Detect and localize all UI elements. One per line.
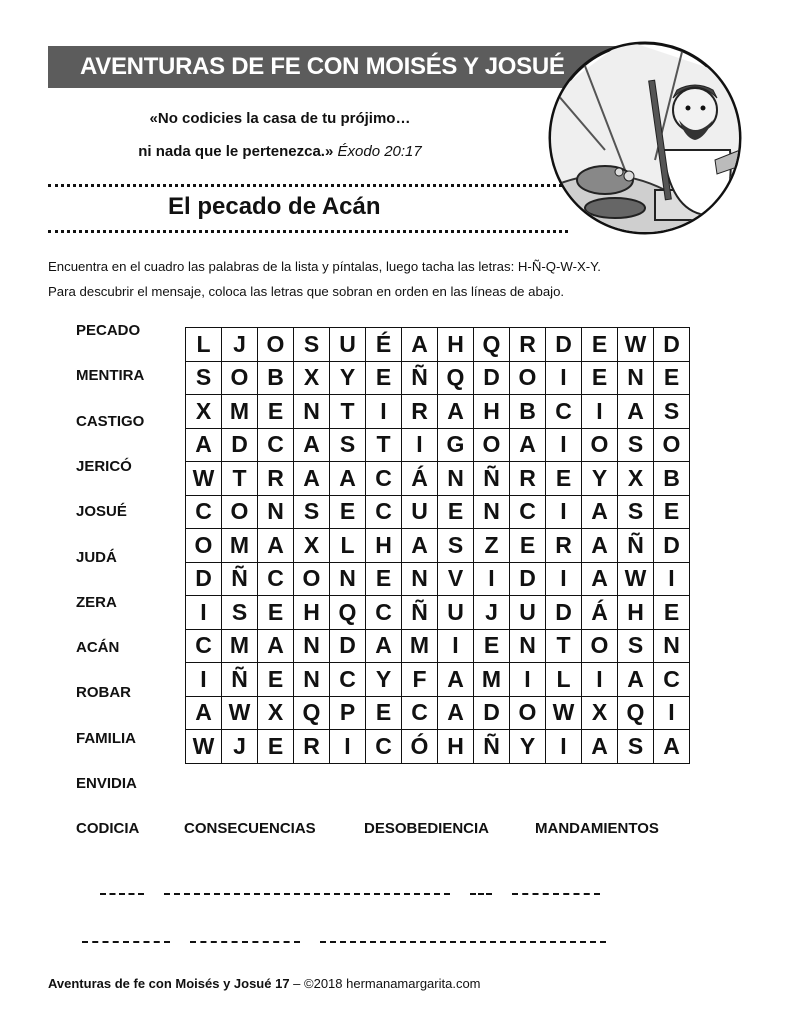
grid-cell[interactable]: P (330, 697, 366, 731)
grid-cell[interactable]: I (186, 596, 222, 630)
grid-cell[interactable]: E (474, 630, 510, 664)
word-list-item: FAMILIA (76, 729, 136, 747)
grid-cell[interactable]: D (546, 596, 582, 630)
grid-cell[interactable]: H (474, 395, 510, 429)
grid-cell[interactable]: L (546, 663, 582, 697)
grid-cell[interactable]: C (366, 496, 402, 530)
quote-reference: Éxodo 20:17 (337, 143, 422, 160)
footer-book-title: Aventuras de fe con Moisés y Josué 17 (48, 976, 290, 991)
grid-cell[interactable]: E (654, 496, 690, 530)
grid-cell[interactable]: D (330, 630, 366, 664)
grid-cell[interactable]: N (438, 462, 474, 496)
grid-cell[interactable]: O (510, 697, 546, 731)
grid-cell[interactable]: I (546, 496, 582, 530)
grid-cell[interactable]: X (294, 362, 330, 396)
grid-cell[interactable]: S (618, 429, 654, 463)
word-list-item: ACÁN (76, 639, 120, 657)
grid-cell[interactable]: N (654, 630, 690, 664)
grid-cell[interactable]: Q (294, 697, 330, 731)
grid-cell[interactable]: S (618, 730, 654, 764)
grid-cell[interactable]: D (654, 529, 690, 563)
grid-cell[interactable]: N (474, 496, 510, 530)
grid-cell[interactable]: A (438, 663, 474, 697)
grid-cell[interactable]: H (438, 730, 474, 764)
word-list-item: CASTIGO (76, 412, 145, 430)
grid-cell[interactable]: N (510, 630, 546, 664)
bible-quote-line-1 (0, 110, 560, 127)
grid-cell[interactable]: H (618, 596, 654, 630)
grid-cell[interactable]: W (618, 563, 654, 597)
grid-cell[interactable]: R (510, 462, 546, 496)
grid-cell[interactable]: D (510, 563, 546, 597)
bible-quote-line-2 (0, 143, 560, 160)
grid-cell[interactable]: E (438, 496, 474, 530)
grid-cell[interactable]: N (402, 563, 438, 597)
grid-cell[interactable]: I (654, 563, 690, 597)
word-list-item: JOSUÉ (76, 503, 127, 521)
grid-cell[interactable]: I (510, 663, 546, 697)
grid-cell[interactable]: Y (366, 663, 402, 697)
grid-cell[interactable]: J (474, 596, 510, 630)
grid-cell[interactable]: D (546, 328, 582, 362)
grid-cell[interactable]: S (654, 395, 690, 429)
grid-cell[interactable]: Z (474, 529, 510, 563)
grid-cell[interactable]: X (186, 395, 222, 429)
grid-cell[interactable]: O (654, 429, 690, 463)
grid-cell[interactable]: Q (474, 328, 510, 362)
grid-cell[interactable]: R (294, 730, 330, 764)
answer-blank[interactable] (164, 893, 450, 895)
grid-cell[interactable]: S (222, 596, 258, 630)
grid-cell[interactable]: S (186, 362, 222, 396)
word-list-item: JUDÁ (76, 548, 117, 566)
grid-cell[interactable]: Á (582, 596, 618, 630)
grid-cell[interactable]: Á (402, 462, 438, 496)
grid-cell[interactable]: F (402, 663, 438, 697)
grid-cell[interactable]: Y (582, 462, 618, 496)
grid-cell[interactable]: C (186, 630, 222, 664)
grid-cell[interactable]: X (294, 529, 330, 563)
grid-cell[interactable]: D (474, 362, 510, 396)
word-list-item: DESOBEDIENCIA (364, 820, 490, 837)
grid-cell[interactable]: O (474, 429, 510, 463)
grid-cell[interactable]: I (474, 563, 510, 597)
grid-cell[interactable]: O (186, 529, 222, 563)
grid-cell[interactable]: O (510, 362, 546, 396)
grid-cell[interactable]: I (546, 362, 582, 396)
grid-cell[interactable]: E (510, 529, 546, 563)
grid-cell[interactable]: X (618, 462, 654, 496)
grid-cell[interactable]: Q (330, 596, 366, 630)
grid-cell[interactable]: B (654, 462, 690, 496)
grid-cell[interactable]: Ñ (222, 563, 258, 597)
grid-cell[interactable]: Y (510, 730, 546, 764)
grid-cell[interactable]: U (438, 596, 474, 630)
grid-cell[interactable]: T (546, 630, 582, 664)
grid-cell[interactable]: E (582, 362, 618, 396)
grid-cell[interactable]: O (582, 429, 618, 463)
grid-cell[interactable]: Q (438, 362, 474, 396)
page-footer (48, 976, 481, 991)
grid-cell[interactable]: G (438, 429, 474, 463)
answer-blank[interactable] (512, 893, 600, 895)
lesson-title: El pecado de Acán (168, 193, 381, 220)
grid-cell[interactable]: E (258, 596, 294, 630)
grid-cell[interactable]: O (294, 563, 330, 597)
grid-cell[interactable]: A (582, 496, 618, 530)
grid-cell[interactable]: X (582, 697, 618, 731)
grid-cell[interactable]: Q (618, 697, 654, 731)
grid-cell[interactable]: A (186, 429, 222, 463)
grid-cell[interactable]: D (654, 328, 690, 362)
grid-cell[interactable]: M (402, 630, 438, 664)
grid-cell[interactable]: H (438, 328, 474, 362)
grid-cell[interactable]: J (222, 730, 258, 764)
grid-cell[interactable]: O (222, 496, 258, 530)
grid-cell[interactable]: Ñ (402, 362, 438, 396)
grid-cell[interactable]: I (546, 429, 582, 463)
grid-cell[interactable]: L (330, 529, 366, 563)
word-list-item: JERICÓ (76, 457, 132, 475)
grid-cell[interactable]: V (438, 563, 474, 597)
grid-cell[interactable]: Y (330, 362, 366, 396)
grid-cell[interactable]: E (258, 730, 294, 764)
grid-cell[interactable]: I (546, 730, 582, 764)
grid-cell[interactable]: C (510, 496, 546, 530)
word-list-item: MANDAMIENTOS (535, 820, 659, 837)
grid-cell[interactable]: M (222, 529, 258, 563)
grid-cell[interactable]: R (546, 529, 582, 563)
grid-cell[interactable]: E (546, 462, 582, 496)
grid-cell[interactable]: A (402, 529, 438, 563)
grid-cell[interactable]: A (438, 395, 474, 429)
grid-cell[interactable]: I (186, 663, 222, 697)
grid-cell[interactable]: E (582, 328, 618, 362)
dotted-divider-top (48, 184, 568, 187)
grid-cell[interactable]: A (186, 697, 222, 731)
grid-cell[interactable]: O (582, 630, 618, 664)
grid-cell[interactable]: E (366, 362, 402, 396)
grid-cell[interactable]: I (438, 630, 474, 664)
grid-cell[interactable]: C (330, 663, 366, 697)
grid-cell[interactable]: W (618, 328, 654, 362)
grid-cell[interactable]: W (546, 697, 582, 731)
grid-cell[interactable]: S (438, 529, 474, 563)
grid-cell[interactable]: I (654, 697, 690, 731)
grid-cell[interactable]: C (654, 663, 690, 697)
instructions-line-1: Encuentra en el cuadro las palabras de la lista y píntalas, luego tacha las letras: H-Ñ-Q-W-X-Y. (48, 259, 601, 274)
grid-cell[interactable]: A (258, 529, 294, 563)
grid-cell[interactable]: S (294, 496, 330, 530)
grid-cell[interactable]: Ñ (474, 462, 510, 496)
grid-cell[interactable]: A (258, 630, 294, 664)
grid-cell[interactable]: Ó (402, 730, 438, 764)
grid-cell[interactable]: C (546, 395, 582, 429)
grid-cell[interactable]: X (258, 697, 294, 731)
word-list-item: PECADO (76, 322, 141, 339)
grid-cell[interactable]: Ñ (474, 730, 510, 764)
grid-cell[interactable]: O (222, 362, 258, 396)
grid-cell[interactable]: J (222, 328, 258, 362)
grid-cell[interactable]: R (510, 328, 546, 362)
answer-blank[interactable] (190, 941, 300, 943)
grid-cell[interactable]: W (186, 462, 222, 496)
grid-cell[interactable]: N (294, 663, 330, 697)
acan-hiding-treasure-illustration (545, 40, 745, 236)
grid-cell[interactable]: I (366, 395, 402, 429)
grid-cell[interactable]: S (330, 429, 366, 463)
grid-cell[interactable]: A (438, 697, 474, 731)
grid-cell[interactable]: L (186, 328, 222, 362)
grid-cell[interactable]: S (618, 630, 654, 664)
grid-cell[interactable]: N (258, 496, 294, 530)
footer-copyright: – ©2018 hermanamargarita.com (289, 976, 481, 991)
grid-cell[interactable]: I (330, 730, 366, 764)
grid-cell[interactable]: R (402, 395, 438, 429)
grid-cell[interactable]: I (546, 563, 582, 597)
quote-text-1: «No codicies la casa de tu prójimo… (149, 110, 411, 127)
grid-cell[interactable]: S (294, 328, 330, 362)
grid-cell[interactable]: T (222, 462, 258, 496)
grid-cell[interactable]: U (510, 596, 546, 630)
grid-cell[interactable]: I (582, 395, 618, 429)
grid-cell[interactable]: D (186, 563, 222, 597)
grid-cell[interactable]: A (618, 663, 654, 697)
grid-cell[interactable]: D (474, 697, 510, 731)
grid-cell[interactable]: É (366, 328, 402, 362)
grid-cell[interactable]: C (366, 462, 402, 496)
grid-cell[interactable]: T (330, 395, 366, 429)
grid-cell[interactable]: W (222, 697, 258, 731)
grid-cell[interactable]: E (366, 563, 402, 597)
grid-cell[interactable]: C (186, 496, 222, 530)
grid-cell[interactable]: E (654, 362, 690, 396)
grid-cell[interactable]: A (366, 630, 402, 664)
grid-cell[interactable]: I (402, 429, 438, 463)
grid-cell[interactable]: W (186, 730, 222, 764)
grid-cell[interactable]: E (330, 496, 366, 530)
grid-cell[interactable]: Ñ (402, 596, 438, 630)
grid-cell[interactable]: Ñ (618, 529, 654, 563)
grid-cell[interactable]: H (294, 596, 330, 630)
grid-cell[interactable]: A (294, 462, 330, 496)
grid-cell[interactable]: A (510, 429, 546, 463)
grid-cell[interactable]: A (654, 730, 690, 764)
quote-text-2: ni nada que le pertenezca.» (138, 143, 334, 160)
grid-cell[interactable]: U (402, 496, 438, 530)
grid-cell[interactable]: C (258, 429, 294, 463)
answer-blank[interactable] (82, 941, 170, 943)
word-list-item: ROBAR (76, 684, 131, 702)
grid-cell[interactable]: A (618, 395, 654, 429)
word-search-grid (185, 327, 690, 764)
grid-cell[interactable]: B (258, 362, 294, 396)
dotted-divider-bottom (48, 230, 568, 233)
grid-cell[interactable]: E (258, 663, 294, 697)
word-list-item: CODICIA (76, 820, 140, 838)
grid-cell[interactable]: N (294, 395, 330, 429)
grid-cell[interactable]: N (330, 563, 366, 597)
grid-cell[interactable]: C (258, 563, 294, 597)
instructions-line-2: Para descubrir el mensaje, coloca las letras que sobran en orden en las líneas de abajo. (48, 284, 565, 299)
grid-cell[interactable]: E (366, 697, 402, 731)
word-list-item: ZERA (76, 593, 117, 611)
grid-cell[interactable]: Ñ (222, 663, 258, 697)
grid-cell[interactable]: A (294, 429, 330, 463)
grid-cell[interactable]: A (330, 462, 366, 496)
grid-cell[interactable]: A (582, 730, 618, 764)
grid-cell[interactable]: I (582, 663, 618, 697)
grid-cell[interactable]: A (582, 529, 618, 563)
grid-cell[interactable]: U (330, 328, 366, 362)
word-list-item: MENTIRA (76, 367, 145, 385)
grid-cell[interactable]: S (618, 496, 654, 530)
grid-cell[interactable]: H (366, 529, 402, 563)
grid-cell[interactable]: C (366, 596, 402, 630)
answer-blank[interactable] (470, 893, 492, 895)
grid-cell[interactable]: T (366, 429, 402, 463)
grid-cell[interactable]: N (294, 630, 330, 664)
answer-blank[interactable] (320, 941, 606, 943)
grid-cell[interactable]: C (402, 697, 438, 731)
grid-cell[interactable]: A (582, 563, 618, 597)
grid-cell[interactable]: E (654, 596, 690, 630)
grid-cell[interactable]: E (258, 395, 294, 429)
worksheet-banner: AVENTURAS DE FE CON MOISÉS Y JOSUÉ (48, 46, 618, 88)
grid-cell[interactable]: R (258, 462, 294, 496)
grid-cell[interactable]: M (474, 663, 510, 697)
grid-cell[interactable]: A (402, 328, 438, 362)
grid-cell[interactable]: N (618, 362, 654, 396)
grid-cell[interactable]: O (258, 328, 294, 362)
grid-cell[interactable]: B (510, 395, 546, 429)
word-list-item: ENVIDIA (76, 775, 137, 792)
grid-cell[interactable]: M (222, 630, 258, 664)
grid-cell[interactable]: C (366, 730, 402, 764)
grid-cell[interactable]: M (222, 395, 258, 429)
answer-blank[interactable] (100, 893, 144, 895)
grid-cell[interactable]: D (222, 429, 258, 463)
word-list-item: CONSECUENCIAS (184, 820, 316, 837)
